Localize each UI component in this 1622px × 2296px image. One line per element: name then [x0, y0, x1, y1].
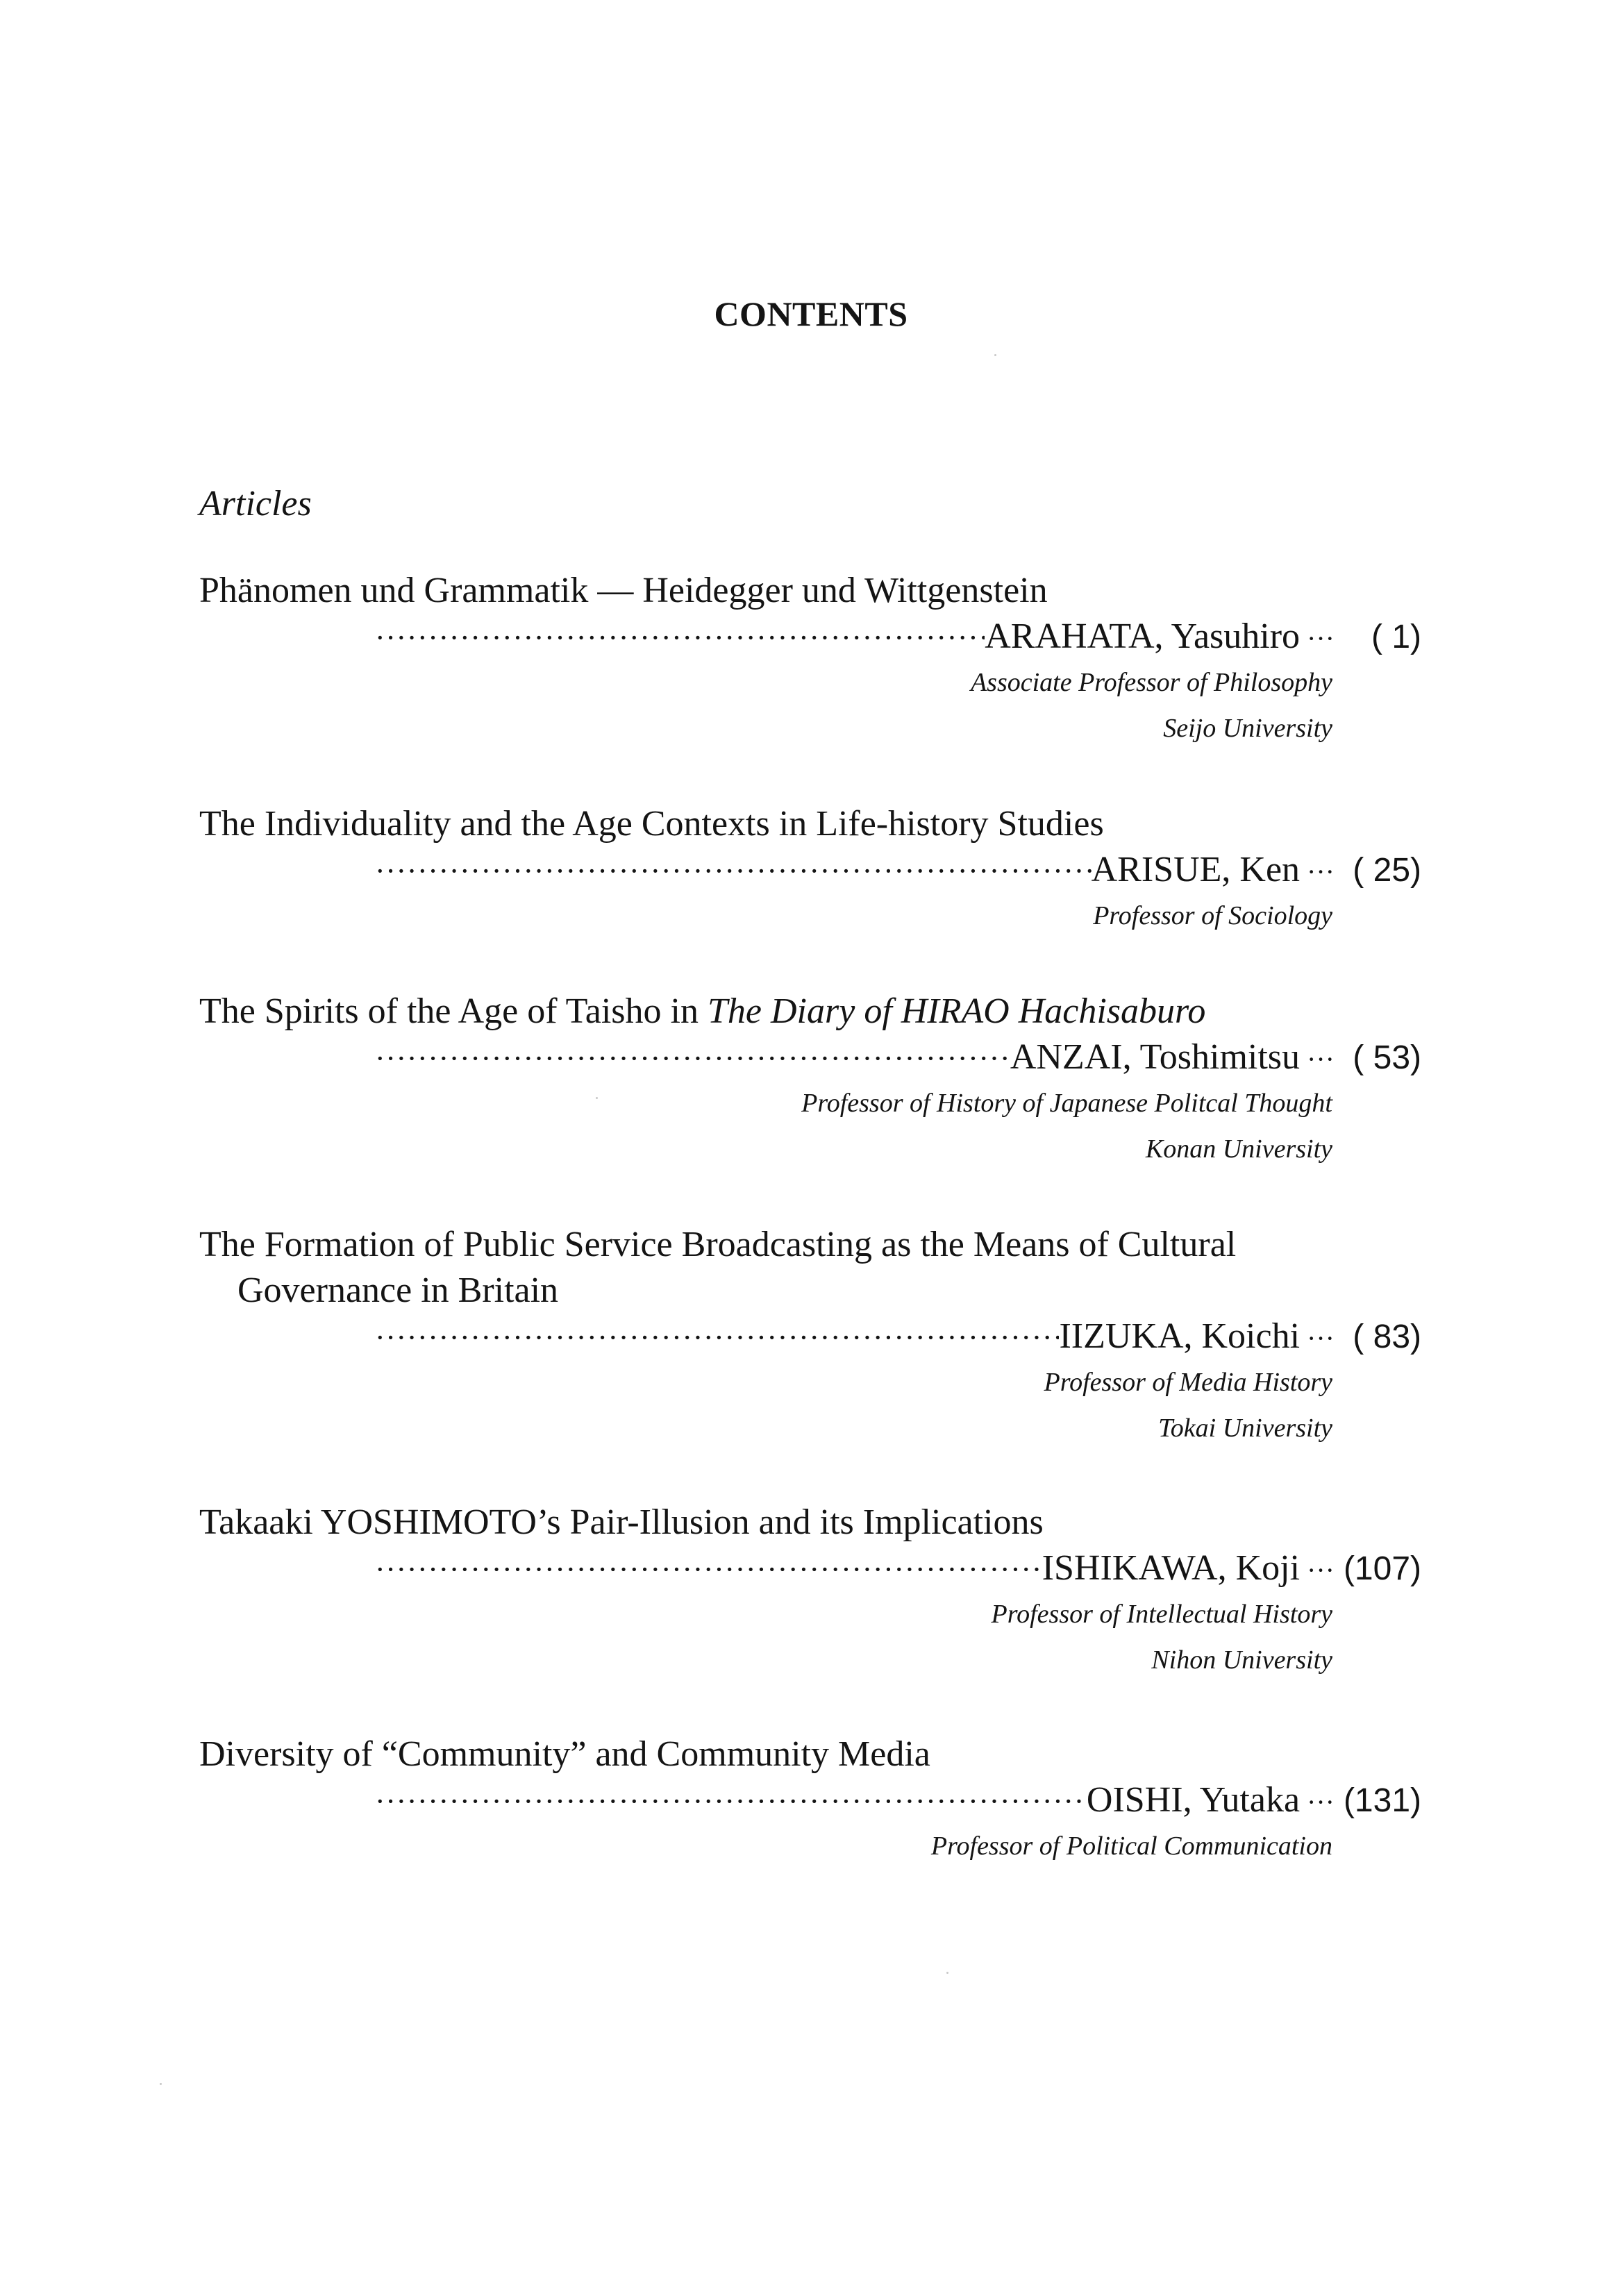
- entry-title: Phänomen und Grammatik — Heidegger und Wittgenstein: [199, 571, 1048, 610]
- leader-row: [375, 1777, 1421, 1823]
- ellipsis: ···: [1307, 1555, 1335, 1586]
- entry-affiliation-position: Professor of Sociology: [1093, 901, 1332, 930]
- section-heading-articles: Articles: [199, 484, 312, 523]
- page-title: CONTENTS: [714, 294, 908, 333]
- scan-speck: [994, 354, 996, 356]
- entry-title: The Individuality and the Age Contexts in Life-history Studies: [199, 804, 1104, 844]
- ellipsis: ···: [1307, 1044, 1335, 1075]
- toc-entry[interactable]: [199, 1222, 1421, 1451]
- leader-row: [375, 614, 1421, 660]
- leader-row: [375, 1545, 1421, 1591]
- entry-affiliation-position: Professor of Media History: [1044, 1368, 1332, 1397]
- entry-page-number: (131): [1343, 1782, 1421, 1819]
- ellipsis: ···: [1307, 856, 1335, 887]
- entry-page-number: (107): [1343, 1550, 1421, 1587]
- toc-entry[interactable]: [199, 989, 1421, 1172]
- dot-leader: [375, 1779, 1087, 1825]
- entry-author: ANZAI, Toshimitsu: [1010, 1037, 1301, 1077]
- entry-page-number: ( 1): [1371, 619, 1421, 655]
- ellipsis: ···: [1307, 1786, 1335, 1818]
- dot-leader: [375, 1315, 1059, 1361]
- entry-affiliation-position: Professor of Intellectual History: [991, 1600, 1332, 1629]
- entry-author: OISHI, Yutaka: [1086, 1780, 1301, 1820]
- entry-page-number: ( 53): [1353, 1039, 1421, 1076]
- toc-entry[interactable]: [199, 801, 1421, 939]
- entry-affiliation-institution: Seijo University: [1163, 714, 1332, 743]
- toc-entry[interactable]: [199, 1732, 1421, 1869]
- entry-author: IIZUKA, Koichi: [1059, 1316, 1301, 1356]
- entry-author: ISHIKAWA, Koji: [1042, 1548, 1301, 1588]
- entry-title: Takaaki YOSHIMOTO’s Pair-Illusion and its Implications: [199, 1502, 1044, 1542]
- entry-title-italic: The Diary of HIRAO Hachisaburo: [708, 991, 1206, 1031]
- entry-affiliation-institution: Konan University: [1145, 1134, 1332, 1164]
- entry-affiliation-position: Associate Professor of Philosophy: [970, 668, 1332, 697]
- entry-author: ARISUE, Ken: [1091, 850, 1301, 889]
- toc-entry[interactable]: [199, 1500, 1421, 1683]
- leader-row: [375, 847, 1421, 893]
- scan-speck: [946, 1972, 948, 1974]
- entry-title-text: The Spirits of the Age of Taisho in: [199, 991, 708, 1031]
- entry-affiliation-institution: Tokai University: [1158, 1414, 1332, 1443]
- leader-row: [375, 1314, 1421, 1359]
- entry-page-number: ( 25): [1353, 852, 1421, 889]
- dot-leader: [375, 848, 1092, 894]
- entry-title-continuation: [199, 1268, 1421, 1314]
- entry-title: The Formation of Public Service Broadcasting as the Means of Cultural: [199, 1225, 1237, 1264]
- dot-leader: [375, 615, 985, 661]
- entry-affiliation-position: Professor of History of Japanese Politcal Thought: [801, 1089, 1332, 1118]
- ellipsis: ···: [1307, 1323, 1335, 1354]
- entry-title: [199, 989, 1421, 1034]
- scan-speck: [596, 1097, 598, 1099]
- dot-leader: [375, 1547, 1042, 1593]
- toc-entry[interactable]: [199, 568, 1421, 751]
- ellipsis: ···: [1307, 623, 1335, 654]
- dot-leader: [375, 1036, 1010, 1082]
- entry-author: ARAHATA, Yasuhiro: [985, 617, 1301, 656]
- scan-speck: [160, 2083, 162, 2085]
- entry-title-line-2: Governance in Britain: [237, 1271, 559, 1310]
- leader-row: [375, 1034, 1421, 1080]
- entry-affiliation-position: Professor of Political Communication: [930, 1832, 1332, 1861]
- entry-page-number: ( 83): [1353, 1318, 1421, 1355]
- entry-title: Diversity of “Community” and Community Media: [199, 1734, 930, 1774]
- entry-affiliation-institution: Nihon University: [1151, 1645, 1332, 1675]
